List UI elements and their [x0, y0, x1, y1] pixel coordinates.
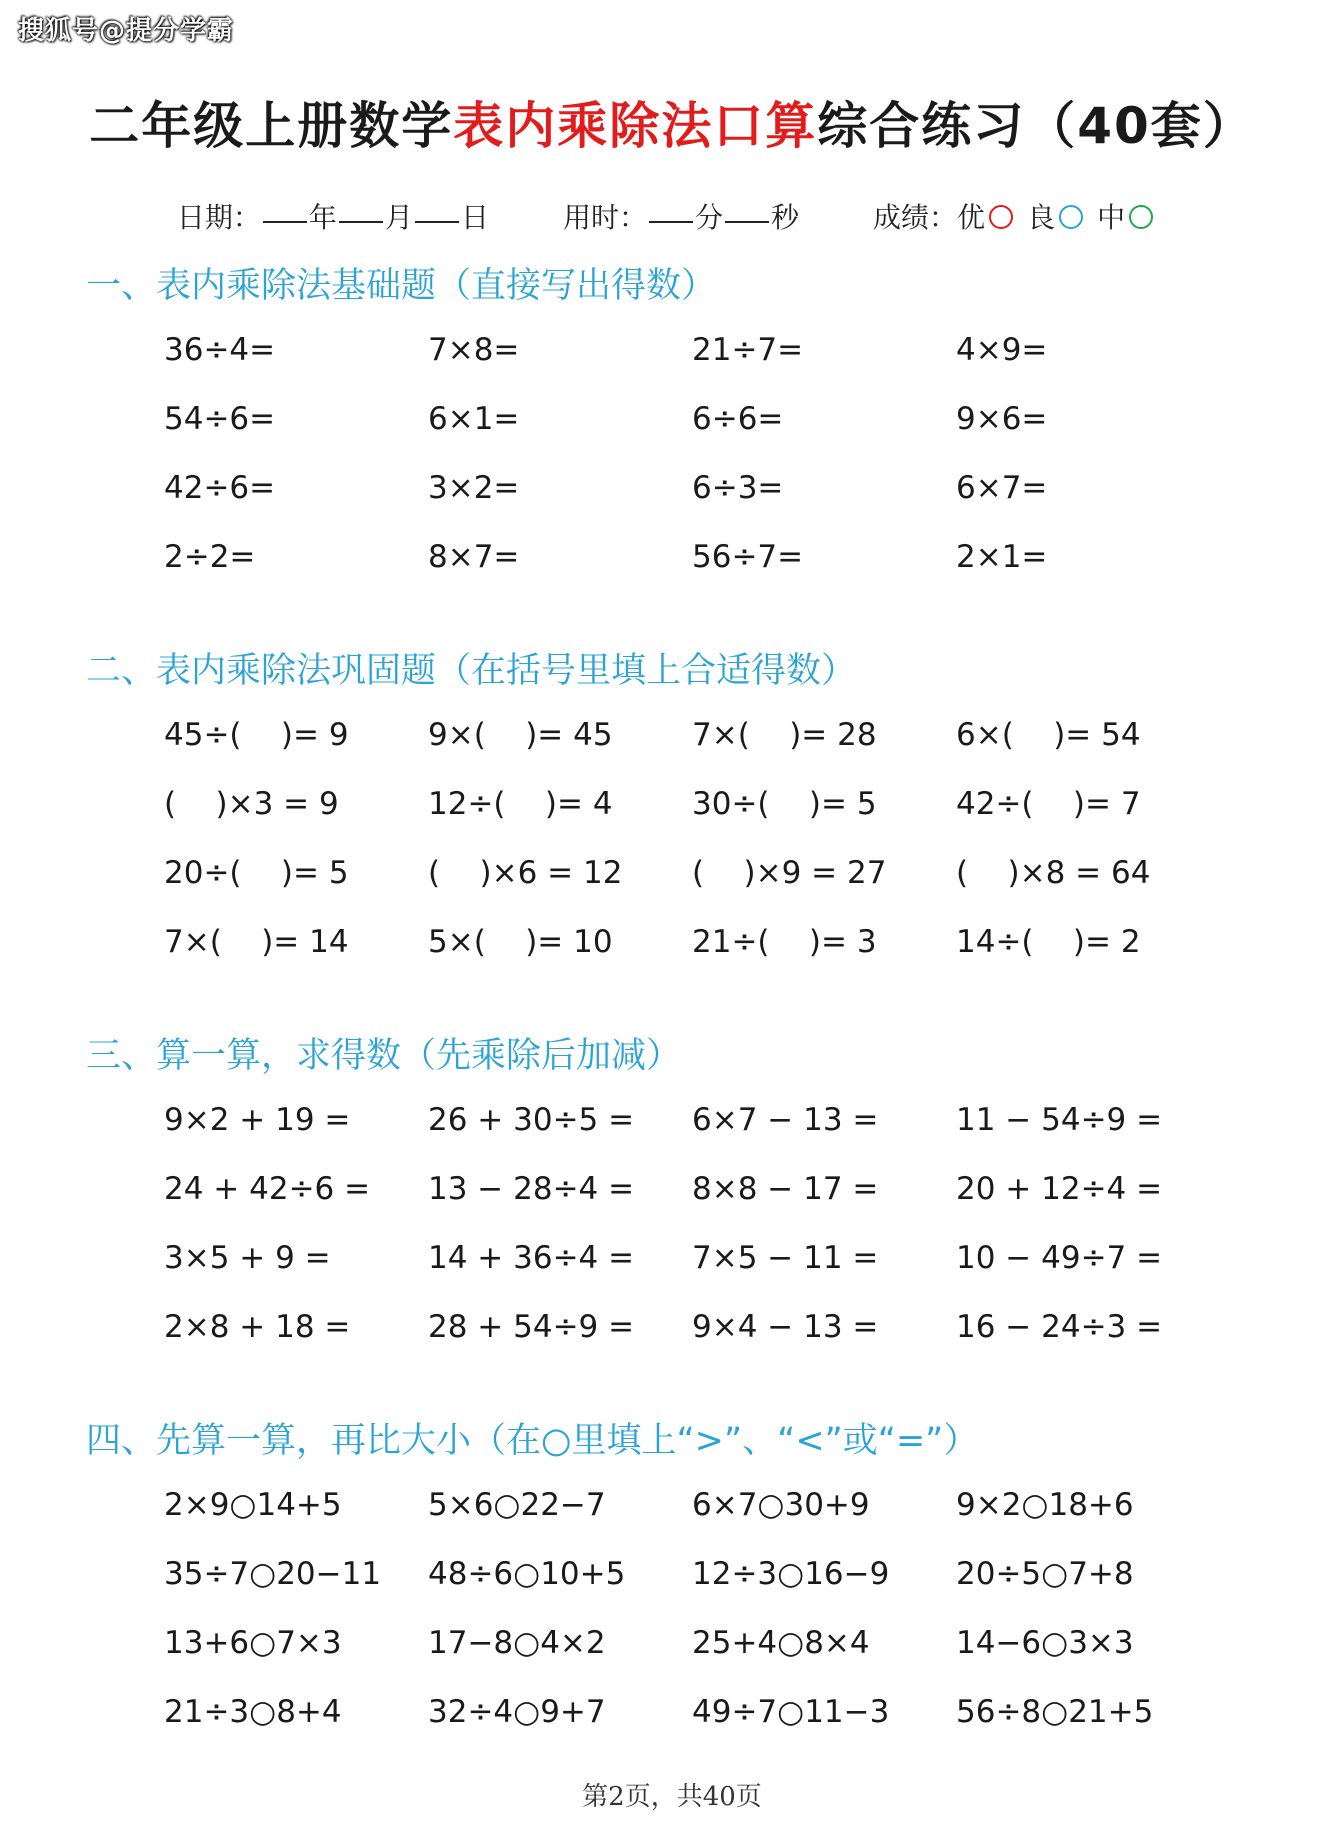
grade-medium-label: 中: [1097, 201, 1126, 234]
problem-item: 2×8 + 18 =: [164, 1309, 351, 1345]
problem-item: 6×7=: [956, 470, 1048, 506]
grade-good-circle[interactable]: [1059, 205, 1083, 229]
problem-item: 48÷6○10+5: [428, 1556, 626, 1592]
page-title: [0, 86, 1344, 158]
problem-item: 6×( )= 54: [956, 717, 1141, 753]
month-blank[interactable]: [339, 221, 383, 223]
problem-item: 56÷7=: [692, 539, 804, 575]
section-2-title: 二、表内乘除法巩固题（在括号里填上合适得数）: [86, 651, 857, 691]
problem-item: 9×2 + 19 =: [164, 1102, 351, 1138]
problem-item: 35÷7○20−11: [164, 1556, 382, 1592]
problem-item: 4×9=: [956, 332, 1048, 368]
minute-label: 分: [694, 201, 723, 234]
problem-item: 20 + 12÷4 =: [956, 1171, 1163, 1207]
problem-item: 12÷3○16−9: [692, 1556, 890, 1592]
section-4-title: 四、先算一算，再比大小（在○里填上“>”、“<”或“=”）: [86, 1421, 979, 1461]
problem-item: 20÷( )= 5: [164, 855, 349, 891]
problem-item: 7×5 − 11 =: [692, 1240, 879, 1276]
grade-medium-circle[interactable]: [1129, 205, 1153, 229]
problem-item: 6×7○30+9: [692, 1487, 870, 1523]
problem-item: 9×( )= 45: [428, 717, 613, 753]
problem-item: 21÷7=: [692, 332, 804, 368]
problem-item: 54÷6=: [164, 401, 276, 437]
problem-item: ( )×8 = 64: [956, 855, 1151, 891]
problem-item: ( )×6 = 12: [428, 855, 623, 891]
problem-item: 24 + 42÷6 =: [164, 1171, 371, 1207]
problem-item: 21÷( )= 3: [692, 924, 877, 960]
section-2-grid: [164, 701, 1220, 977]
grade-excellent-label: 优: [957, 201, 986, 234]
time-field: [563, 196, 799, 236]
title-part-3: 综合练习（40套）: [817, 97, 1255, 155]
problem-item: 7×( )= 14: [164, 924, 349, 960]
problem-item: 11 − 54÷9 =: [956, 1102, 1163, 1138]
problem-item: 25+4○8×4: [692, 1625, 870, 1661]
problem-item: 9×6=: [956, 401, 1048, 437]
year-blank[interactable]: [263, 221, 307, 223]
problem-item: 20÷5○7+8: [956, 1556, 1134, 1592]
problem-item: 8×8 − 17 =: [692, 1171, 879, 1207]
date-field: [177, 196, 489, 236]
problem-item: 42÷( )= 7: [956, 786, 1141, 822]
section-1-title: 一、表内乘除法基础题（直接写出得数）: [86, 266, 717, 306]
minute-blank[interactable]: [649, 221, 693, 223]
second-blank[interactable]: [725, 221, 769, 223]
problem-item: 7×8=: [428, 332, 520, 368]
problem-item: 16 − 24÷3 =: [956, 1309, 1163, 1345]
problem-item: 10 − 49÷7 =: [956, 1240, 1163, 1276]
month-label: 月: [384, 201, 413, 234]
score-label: 成绩：: [873, 201, 958, 234]
problem-item: 32÷4○9+7: [428, 1694, 606, 1730]
problem-item: 3×2=: [428, 470, 520, 506]
problem-item: 14−6○3×3: [956, 1625, 1134, 1661]
grade-good-label: 良: [1027, 201, 1056, 234]
problem-item: 14÷( )= 2: [956, 924, 1141, 960]
problem-item: 12÷( )= 4: [428, 786, 613, 822]
day-label: 日: [460, 201, 489, 234]
section-3-title: 三、算一算，求得数（先乘除后加减）: [86, 1036, 682, 1076]
problem-item: 9×4 − 13 =: [692, 1309, 879, 1345]
problem-item: 6÷6=: [692, 401, 784, 437]
page-footer: 第2页，共40页: [582, 1782, 762, 1812]
year-label: 年: [308, 201, 337, 234]
problem-item: 2×9○14+5: [164, 1487, 342, 1523]
problem-item: 28 + 54÷9 =: [428, 1309, 635, 1345]
problem-item: 2×1=: [956, 539, 1048, 575]
problem-item: 42÷6=: [164, 470, 276, 506]
problem-item: 2÷2=: [164, 539, 256, 575]
section-4-grid: [164, 1471, 1220, 1747]
second-label: 秒: [771, 201, 800, 234]
problem-item: 6×7 − 13 =: [692, 1102, 879, 1138]
day-blank[interactable]: [415, 221, 459, 223]
problem-item: 7×( )= 28: [692, 717, 877, 753]
problem-item: 6÷3=: [692, 470, 784, 506]
problem-item: 8×7=: [428, 539, 520, 575]
problem-item: 5×6○22−7: [428, 1487, 606, 1523]
problem-item: 30÷( )= 5: [692, 786, 877, 822]
section-1-grid: [164, 316, 1220, 592]
problem-item: 13+6○7×3: [164, 1625, 342, 1661]
problem-item: ( )×9 = 27: [692, 855, 887, 891]
date-label: 日期：: [176, 201, 261, 234]
score-field: [873, 196, 1167, 236]
grade-excellent-circle[interactable]: [989, 205, 1013, 229]
watermark: 搜狐号@提分学霸: [18, 16, 235, 46]
problem-item: 45÷( )= 9: [164, 717, 349, 753]
info-line: [0, 196, 1344, 236]
problem-item: 9×2○18+6: [956, 1487, 1134, 1523]
problem-item: 17−8○4×2: [428, 1625, 606, 1661]
section-3-grid: [164, 1086, 1220, 1362]
problem-item: 13 − 28÷4 =: [428, 1171, 635, 1207]
time-label: 用时：: [562, 201, 647, 234]
problem-item: 14 + 36÷4 =: [428, 1240, 635, 1276]
problem-item: ( )×3 = 9: [164, 786, 339, 822]
problem-item: 5×( )= 10: [428, 924, 613, 960]
problem-item: 3×5 + 9 =: [164, 1240, 331, 1276]
title-part-2-highlight: 表内乘除法口算: [453, 97, 818, 155]
title-part-1: 二年级上册数学: [89, 97, 454, 155]
problem-item: 36÷4=: [164, 332, 276, 368]
problem-item: 26 + 30÷5 =: [428, 1102, 635, 1138]
problem-item: 49÷7○11−3: [692, 1694, 890, 1730]
problem-item: 6×1=: [428, 401, 520, 437]
problem-item: 21÷3○8+4: [164, 1694, 342, 1730]
problem-item: 56÷8○21+5: [956, 1694, 1154, 1730]
